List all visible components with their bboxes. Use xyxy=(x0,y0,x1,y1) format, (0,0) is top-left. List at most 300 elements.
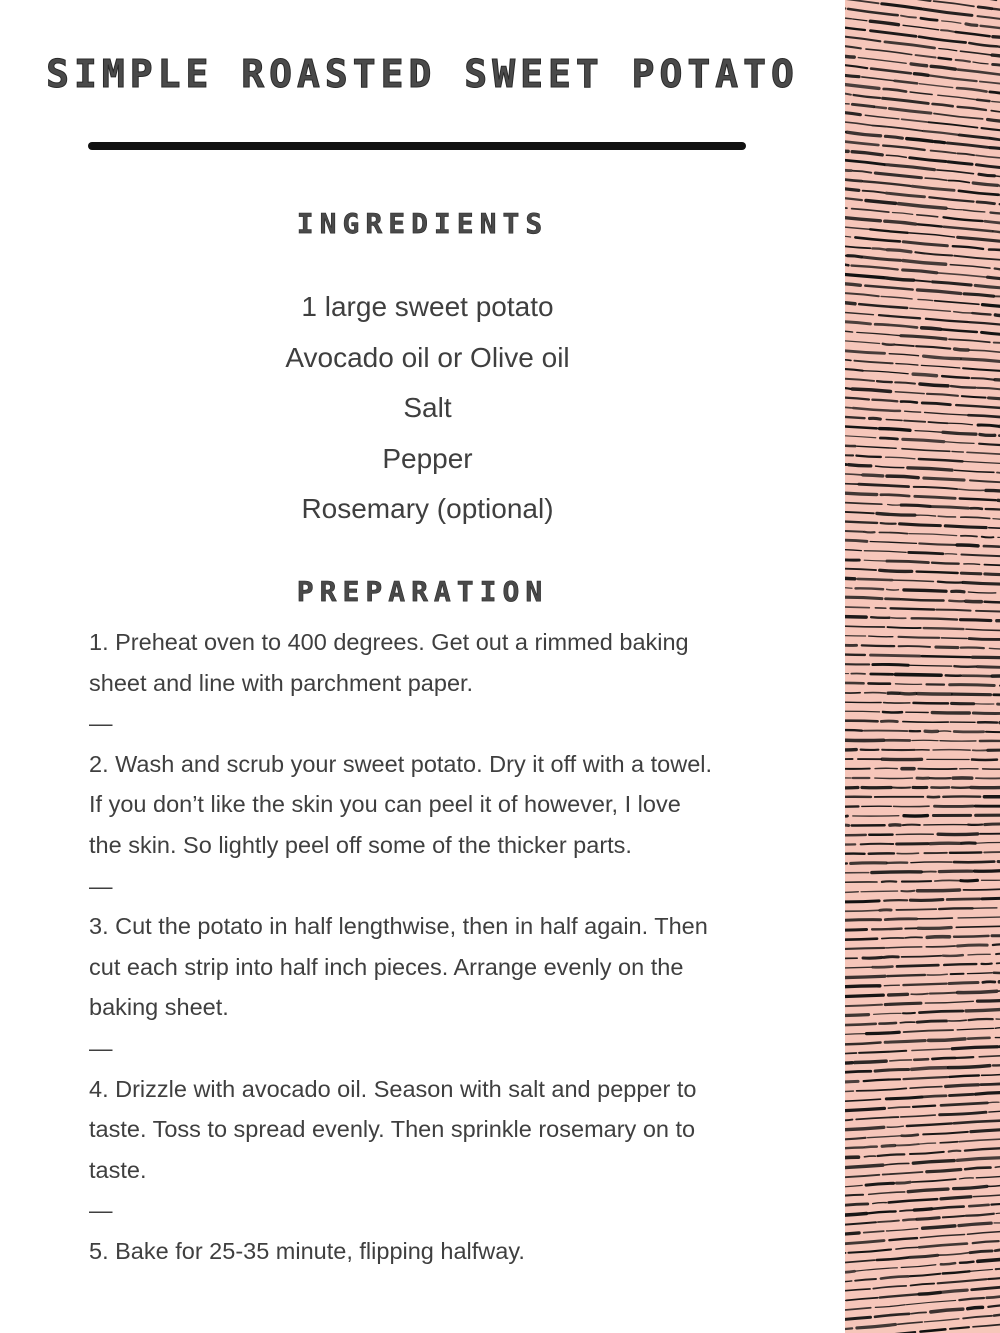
brush-stroke xyxy=(953,246,983,249)
brush-stroke xyxy=(949,983,978,984)
brush-stroke xyxy=(845,150,848,151)
brush-stroke xyxy=(991,213,1000,215)
brush-stroke xyxy=(845,597,882,598)
brush-stroke xyxy=(934,1,974,6)
brush-stroke xyxy=(957,1028,993,1029)
brush-stroke xyxy=(865,693,886,694)
brush-stroke xyxy=(905,937,922,938)
brush-stroke xyxy=(941,1197,971,1199)
brush-stroke xyxy=(945,554,957,555)
brush-stroke xyxy=(910,1255,938,1257)
brush-stroke xyxy=(990,92,1000,94)
brush-stroke xyxy=(985,574,1000,575)
brush-stroke xyxy=(954,256,1000,260)
brush-stroke xyxy=(881,495,909,496)
brush-stroke xyxy=(864,1231,884,1232)
brush-stroke xyxy=(845,1253,846,1254)
brush-stroke xyxy=(992,676,1000,677)
brush-stroke xyxy=(961,573,980,574)
brush-stroke xyxy=(845,64,867,68)
brush-stroke xyxy=(958,917,1000,918)
brush-stroke xyxy=(845,986,880,988)
brush-stroke xyxy=(901,1115,935,1117)
brush-stroke xyxy=(857,332,900,335)
brush-stroke xyxy=(949,1151,961,1152)
brush-stroke xyxy=(938,95,976,99)
brush-stroke xyxy=(878,1221,899,1223)
brush-stroke xyxy=(963,368,1000,371)
brush-stroke xyxy=(852,209,889,213)
brush-stroke xyxy=(933,750,970,751)
brush-stroke xyxy=(976,611,1000,612)
brush-stroke xyxy=(845,426,877,428)
brush-stroke xyxy=(942,21,961,23)
brush-stroke xyxy=(915,431,941,433)
brush-stroke xyxy=(883,98,929,103)
brush-stroke xyxy=(981,26,1000,30)
brush-stroke xyxy=(935,142,945,143)
brush-stroke xyxy=(925,412,967,415)
brush-stroke xyxy=(845,378,874,381)
brush-stroke xyxy=(863,181,910,186)
brush-stroke xyxy=(856,1117,898,1119)
brush-stroke xyxy=(863,191,885,193)
brush-stroke xyxy=(978,16,1000,20)
step-separator: — xyxy=(89,710,113,737)
ingredient-item: Pepper xyxy=(382,442,473,474)
brush-stroke xyxy=(957,945,987,946)
brush-stroke xyxy=(959,191,998,195)
brush-stroke xyxy=(929,197,973,201)
brush-stroke xyxy=(980,81,1000,85)
brush-stroke xyxy=(961,536,977,537)
brush-stroke xyxy=(968,1307,983,1308)
brush-stroke xyxy=(883,344,895,345)
brush-stroke xyxy=(960,51,991,55)
brush-stroke xyxy=(845,1127,884,1130)
brush-stroke xyxy=(882,4,922,9)
brush-stroke xyxy=(938,834,978,835)
brush-stroke xyxy=(868,1136,900,1138)
brush-stroke xyxy=(855,1061,886,1062)
brush-stroke xyxy=(845,559,859,560)
brush-stroke xyxy=(909,534,957,536)
brush-stroke xyxy=(920,1143,936,1144)
brush-stroke xyxy=(942,329,977,332)
brush-stroke xyxy=(845,312,873,315)
brush-stroke xyxy=(994,343,1000,345)
brush-stroke xyxy=(941,1103,987,1105)
brush-stroke xyxy=(917,215,938,217)
brush-stroke xyxy=(912,186,954,190)
brush-stroke xyxy=(865,286,912,290)
brush-stroke xyxy=(892,213,912,215)
brush-stroke xyxy=(958,991,997,992)
brush-stroke xyxy=(901,336,946,339)
brush-stroke xyxy=(845,910,879,911)
brush-stroke xyxy=(897,853,918,854)
brush-stroke xyxy=(925,1001,973,1003)
brush-stroke xyxy=(941,1263,955,1264)
brush-stroke xyxy=(869,636,893,637)
brush-stroke xyxy=(870,229,908,232)
brush-stroke xyxy=(921,18,937,20)
brush-stroke xyxy=(910,1152,944,1154)
brush-stroke xyxy=(977,202,994,204)
brush-stroke xyxy=(995,269,1000,271)
brush-stroke xyxy=(983,305,1000,308)
step-separator: — xyxy=(89,1197,113,1224)
brush-stroke xyxy=(880,1294,918,1297)
brush-stroke xyxy=(848,1249,891,1252)
brush-stroke xyxy=(954,1186,987,1188)
brush-stroke xyxy=(937,170,974,174)
brush-stroke xyxy=(965,1168,990,1170)
brush-stroke xyxy=(887,476,918,478)
brush-stroke xyxy=(857,1088,907,1091)
brush-stroke xyxy=(913,1161,954,1164)
brush-stroke xyxy=(887,1229,918,1231)
brush-stroke xyxy=(878,1154,905,1156)
brush-stroke xyxy=(995,1037,1000,1038)
brush-stroke xyxy=(919,459,963,461)
brush-stroke xyxy=(884,89,906,92)
brush-stroke xyxy=(865,1147,877,1148)
brush-stroke xyxy=(923,131,957,135)
brush-stroke xyxy=(936,610,970,611)
brush-stroke xyxy=(939,49,957,51)
brush-stroke xyxy=(862,645,894,646)
brush-stroke xyxy=(943,955,963,956)
brush-stroke xyxy=(872,929,901,930)
brush-stroke xyxy=(954,1121,1000,1124)
brush-stroke xyxy=(915,252,952,255)
brush-stroke xyxy=(885,136,902,138)
brush-stroke xyxy=(922,328,941,329)
brush-stroke xyxy=(931,66,955,69)
brush-stroke xyxy=(845,1005,882,1007)
brush-stroke xyxy=(961,648,984,649)
brush-stroke xyxy=(974,871,1000,872)
brush-stroke xyxy=(886,457,915,459)
preparation-heading: PREPARATION xyxy=(296,575,549,608)
brush-stroke xyxy=(902,1135,918,1136)
brush-stroke xyxy=(870,31,915,37)
brush-stroke xyxy=(867,1211,895,1213)
step-line: If you don’t like the skin you can peel it of however, I love xyxy=(89,791,681,818)
brush-stroke xyxy=(872,872,921,873)
brush-stroke xyxy=(914,1209,931,1210)
brush-stroke xyxy=(899,637,940,638)
brush-stroke xyxy=(845,1015,869,1016)
brush-stroke xyxy=(845,483,858,484)
brush-stroke xyxy=(889,1199,938,1202)
brush-stroke xyxy=(960,1262,974,1263)
brush-stroke xyxy=(845,1289,870,1292)
brush-stroke xyxy=(845,626,884,627)
brush-stroke xyxy=(933,1207,964,1209)
brush-stroke xyxy=(926,319,968,322)
brush-stroke xyxy=(918,890,960,891)
brush-stroke xyxy=(995,315,1000,316)
brush-stroke xyxy=(845,17,852,19)
brush-stroke xyxy=(845,1034,865,1035)
brush-stroke xyxy=(845,512,874,514)
brush-stroke xyxy=(957,88,986,91)
brush-stroke xyxy=(931,1309,963,1312)
brush-stroke xyxy=(845,1328,852,1330)
brush-stroke xyxy=(901,599,943,600)
brush-stroke xyxy=(993,9,1000,12)
brush-stroke xyxy=(845,892,858,893)
brush-stroke xyxy=(875,173,921,178)
brush-stroke xyxy=(959,1139,1000,1142)
step-line: taste. xyxy=(89,1156,147,1183)
brush-stroke xyxy=(845,740,884,741)
brush-stroke xyxy=(932,507,969,509)
brush-stroke xyxy=(966,1214,994,1216)
brush-stroke xyxy=(901,505,930,506)
brush-stroke xyxy=(977,667,1000,668)
brush-stroke xyxy=(889,354,918,356)
brush-stroke xyxy=(942,376,969,378)
brush-stroke xyxy=(845,359,851,360)
brush-stroke xyxy=(845,616,866,617)
brush-stroke xyxy=(904,590,946,591)
brush-stroke xyxy=(989,398,1000,400)
brush-stroke xyxy=(967,452,1000,454)
brush-stroke xyxy=(845,445,855,446)
brush-stroke xyxy=(853,19,867,21)
brush-stroke xyxy=(982,332,1000,334)
brush-stroke xyxy=(966,1010,1000,1011)
brush-stroke xyxy=(845,131,846,132)
brush-stroke xyxy=(957,1158,1000,1161)
brush-stroke xyxy=(966,629,1000,630)
brush-stroke xyxy=(845,454,853,455)
brush-stroke xyxy=(875,1069,909,1071)
brush-stroke xyxy=(917,1021,946,1022)
brush-stroke xyxy=(845,569,876,570)
brush-stroke xyxy=(964,461,1000,463)
brush-stroke xyxy=(903,722,948,723)
brush-stroke xyxy=(949,1020,967,1021)
brush-stroke xyxy=(886,193,924,197)
brush-stroke xyxy=(969,1205,988,1206)
brush-stroke xyxy=(924,356,961,359)
brush-stroke xyxy=(982,898,1000,899)
brush-stroke xyxy=(863,475,883,476)
brush-stroke xyxy=(962,359,1000,362)
brush-stroke xyxy=(851,266,897,270)
brush-stroke xyxy=(968,592,995,593)
brush-stroke xyxy=(845,1204,868,1206)
brush-stroke xyxy=(866,1183,893,1185)
brush-stroke xyxy=(872,400,897,402)
brush-stroke xyxy=(988,1102,999,1103)
brush-stroke xyxy=(972,657,1000,658)
brush-stroke xyxy=(889,108,930,113)
brush-stroke xyxy=(918,918,952,919)
brush-stroke xyxy=(853,171,871,173)
brush-stroke xyxy=(938,582,962,583)
brush-stroke xyxy=(983,982,995,983)
brush-stroke xyxy=(903,261,945,265)
brush-stroke xyxy=(845,1213,866,1215)
brush-stroke xyxy=(909,233,954,237)
brush-stroke xyxy=(887,250,911,252)
brush-stroke xyxy=(917,290,960,294)
brush-stroke xyxy=(845,967,872,968)
brush-stroke xyxy=(845,1241,884,1245)
brush-stroke xyxy=(852,104,873,106)
step-line: 2. Wash and scrub your sweet potato. Dry it off with a towel. xyxy=(89,750,713,777)
brush-stroke xyxy=(845,140,878,145)
brush-stroke xyxy=(870,418,881,419)
brush-stroke xyxy=(886,1097,922,1099)
brush-stroke xyxy=(914,1059,928,1060)
brush-stroke xyxy=(845,369,863,371)
brush-stroke xyxy=(903,984,946,985)
brush-stroke xyxy=(991,1203,1000,1205)
step-line: baking sheet. xyxy=(89,994,229,1021)
brush-stroke xyxy=(995,380,1000,381)
brush-stroke xyxy=(995,1249,1000,1251)
brush-stroke xyxy=(895,684,921,685)
brush-stroke xyxy=(932,1058,955,1059)
brush-stroke xyxy=(883,146,924,150)
brush-stroke xyxy=(984,546,999,547)
brush-stroke xyxy=(845,873,869,874)
brush-stroke xyxy=(956,926,1000,927)
brush-stroke xyxy=(936,647,958,648)
brush-stroke xyxy=(891,608,935,609)
brush-stroke xyxy=(881,296,912,298)
brush-stroke xyxy=(888,627,921,628)
brush-stroke xyxy=(890,1060,912,1061)
brush-stroke xyxy=(930,993,957,994)
brush-stroke xyxy=(885,0,930,1)
brush-stroke xyxy=(906,1300,955,1304)
brush-stroke xyxy=(938,1279,987,1283)
brush-stroke xyxy=(872,125,922,130)
brush-stroke xyxy=(883,712,902,713)
brush-stroke xyxy=(896,674,942,675)
brush-stroke xyxy=(845,473,861,474)
brush-stroke xyxy=(993,944,1000,945)
brush-stroke xyxy=(845,1120,852,1121)
brush-stroke xyxy=(887,1126,903,1127)
brush-stroke xyxy=(913,374,936,376)
brush-stroke xyxy=(849,465,871,466)
brush-stroke xyxy=(881,1276,908,1278)
brush-stroke xyxy=(845,607,869,608)
brush-stroke xyxy=(929,1039,965,1041)
brush-stroke xyxy=(873,1286,906,1289)
brush-stroke xyxy=(855,1279,876,1281)
brush-stroke xyxy=(912,618,957,619)
brush-stroke xyxy=(919,1244,967,1248)
brush-stroke xyxy=(903,439,944,441)
brush-stroke xyxy=(982,537,994,538)
brush-stroke xyxy=(950,1327,969,1329)
brush-stroke xyxy=(873,1203,887,1204)
brush-stroke xyxy=(845,1147,863,1149)
brush-stroke xyxy=(879,315,920,318)
brush-stroke xyxy=(910,158,946,162)
brush-stroke xyxy=(867,1032,900,1033)
brush-stroke xyxy=(845,645,857,646)
brush-stroke xyxy=(925,178,947,180)
brush-stroke xyxy=(991,111,1000,113)
brush-stroke xyxy=(973,183,997,185)
brush-stroke xyxy=(845,169,851,171)
brush-stroke xyxy=(958,70,1000,75)
brush-stroke xyxy=(845,245,870,248)
brush-stroke xyxy=(845,264,848,265)
brush-stroke xyxy=(939,908,972,909)
step-line: the skin. So lightly peel off some of the thicker parts. xyxy=(89,831,632,858)
brush-stroke xyxy=(954,936,988,937)
brush-stroke xyxy=(917,572,958,573)
brush-stroke xyxy=(845,397,869,399)
brush-stroke xyxy=(885,1163,909,1165)
brush-stroke xyxy=(845,948,884,949)
brush-stroke xyxy=(968,415,1000,417)
brush-stroke xyxy=(886,947,922,948)
brush-stroke xyxy=(928,422,947,423)
brush-stroke xyxy=(845,995,883,997)
brush-stroke xyxy=(962,396,986,398)
brush-stroke xyxy=(869,1192,905,1194)
brush-stroke xyxy=(845,188,859,190)
brush-stroke xyxy=(971,508,982,509)
brush-stroke xyxy=(900,1210,913,1211)
brush-stroke xyxy=(969,43,997,46)
step-separator: — xyxy=(89,1034,113,1061)
brush-stroke xyxy=(845,816,848,817)
brush-stroke xyxy=(941,638,967,639)
brush-stroke xyxy=(913,1106,935,1107)
step-line: sheet and line with parchment paper. xyxy=(89,669,474,696)
brush-stroke xyxy=(964,294,993,296)
brush-stroke xyxy=(920,1234,964,1237)
brush-stroke xyxy=(903,242,947,246)
brush-stroke xyxy=(989,1111,1000,1112)
brush-stroke xyxy=(917,1218,939,1220)
brush-stroke xyxy=(907,1123,952,1126)
brush-stroke xyxy=(933,104,953,106)
brush-stroke xyxy=(905,411,921,412)
brush-stroke xyxy=(845,293,879,297)
brush-stroke xyxy=(970,1251,992,1253)
brush-stroke xyxy=(918,927,951,928)
brush-stroke xyxy=(852,152,882,155)
brush-stroke xyxy=(845,1063,852,1064)
brush-stroke xyxy=(946,442,974,444)
brush-stroke xyxy=(916,515,935,516)
brush-stroke xyxy=(995,296,1000,298)
brush-stroke xyxy=(971,1269,993,1271)
brush-stroke xyxy=(887,561,929,563)
brush-stroke xyxy=(963,889,1000,890)
brush-stroke xyxy=(847,132,880,136)
brush-stroke xyxy=(882,1146,895,1147)
brush-stroke xyxy=(845,502,882,504)
brush-stroke xyxy=(960,620,990,621)
brush-stroke xyxy=(961,517,990,518)
brush-stroke xyxy=(875,1305,905,1308)
